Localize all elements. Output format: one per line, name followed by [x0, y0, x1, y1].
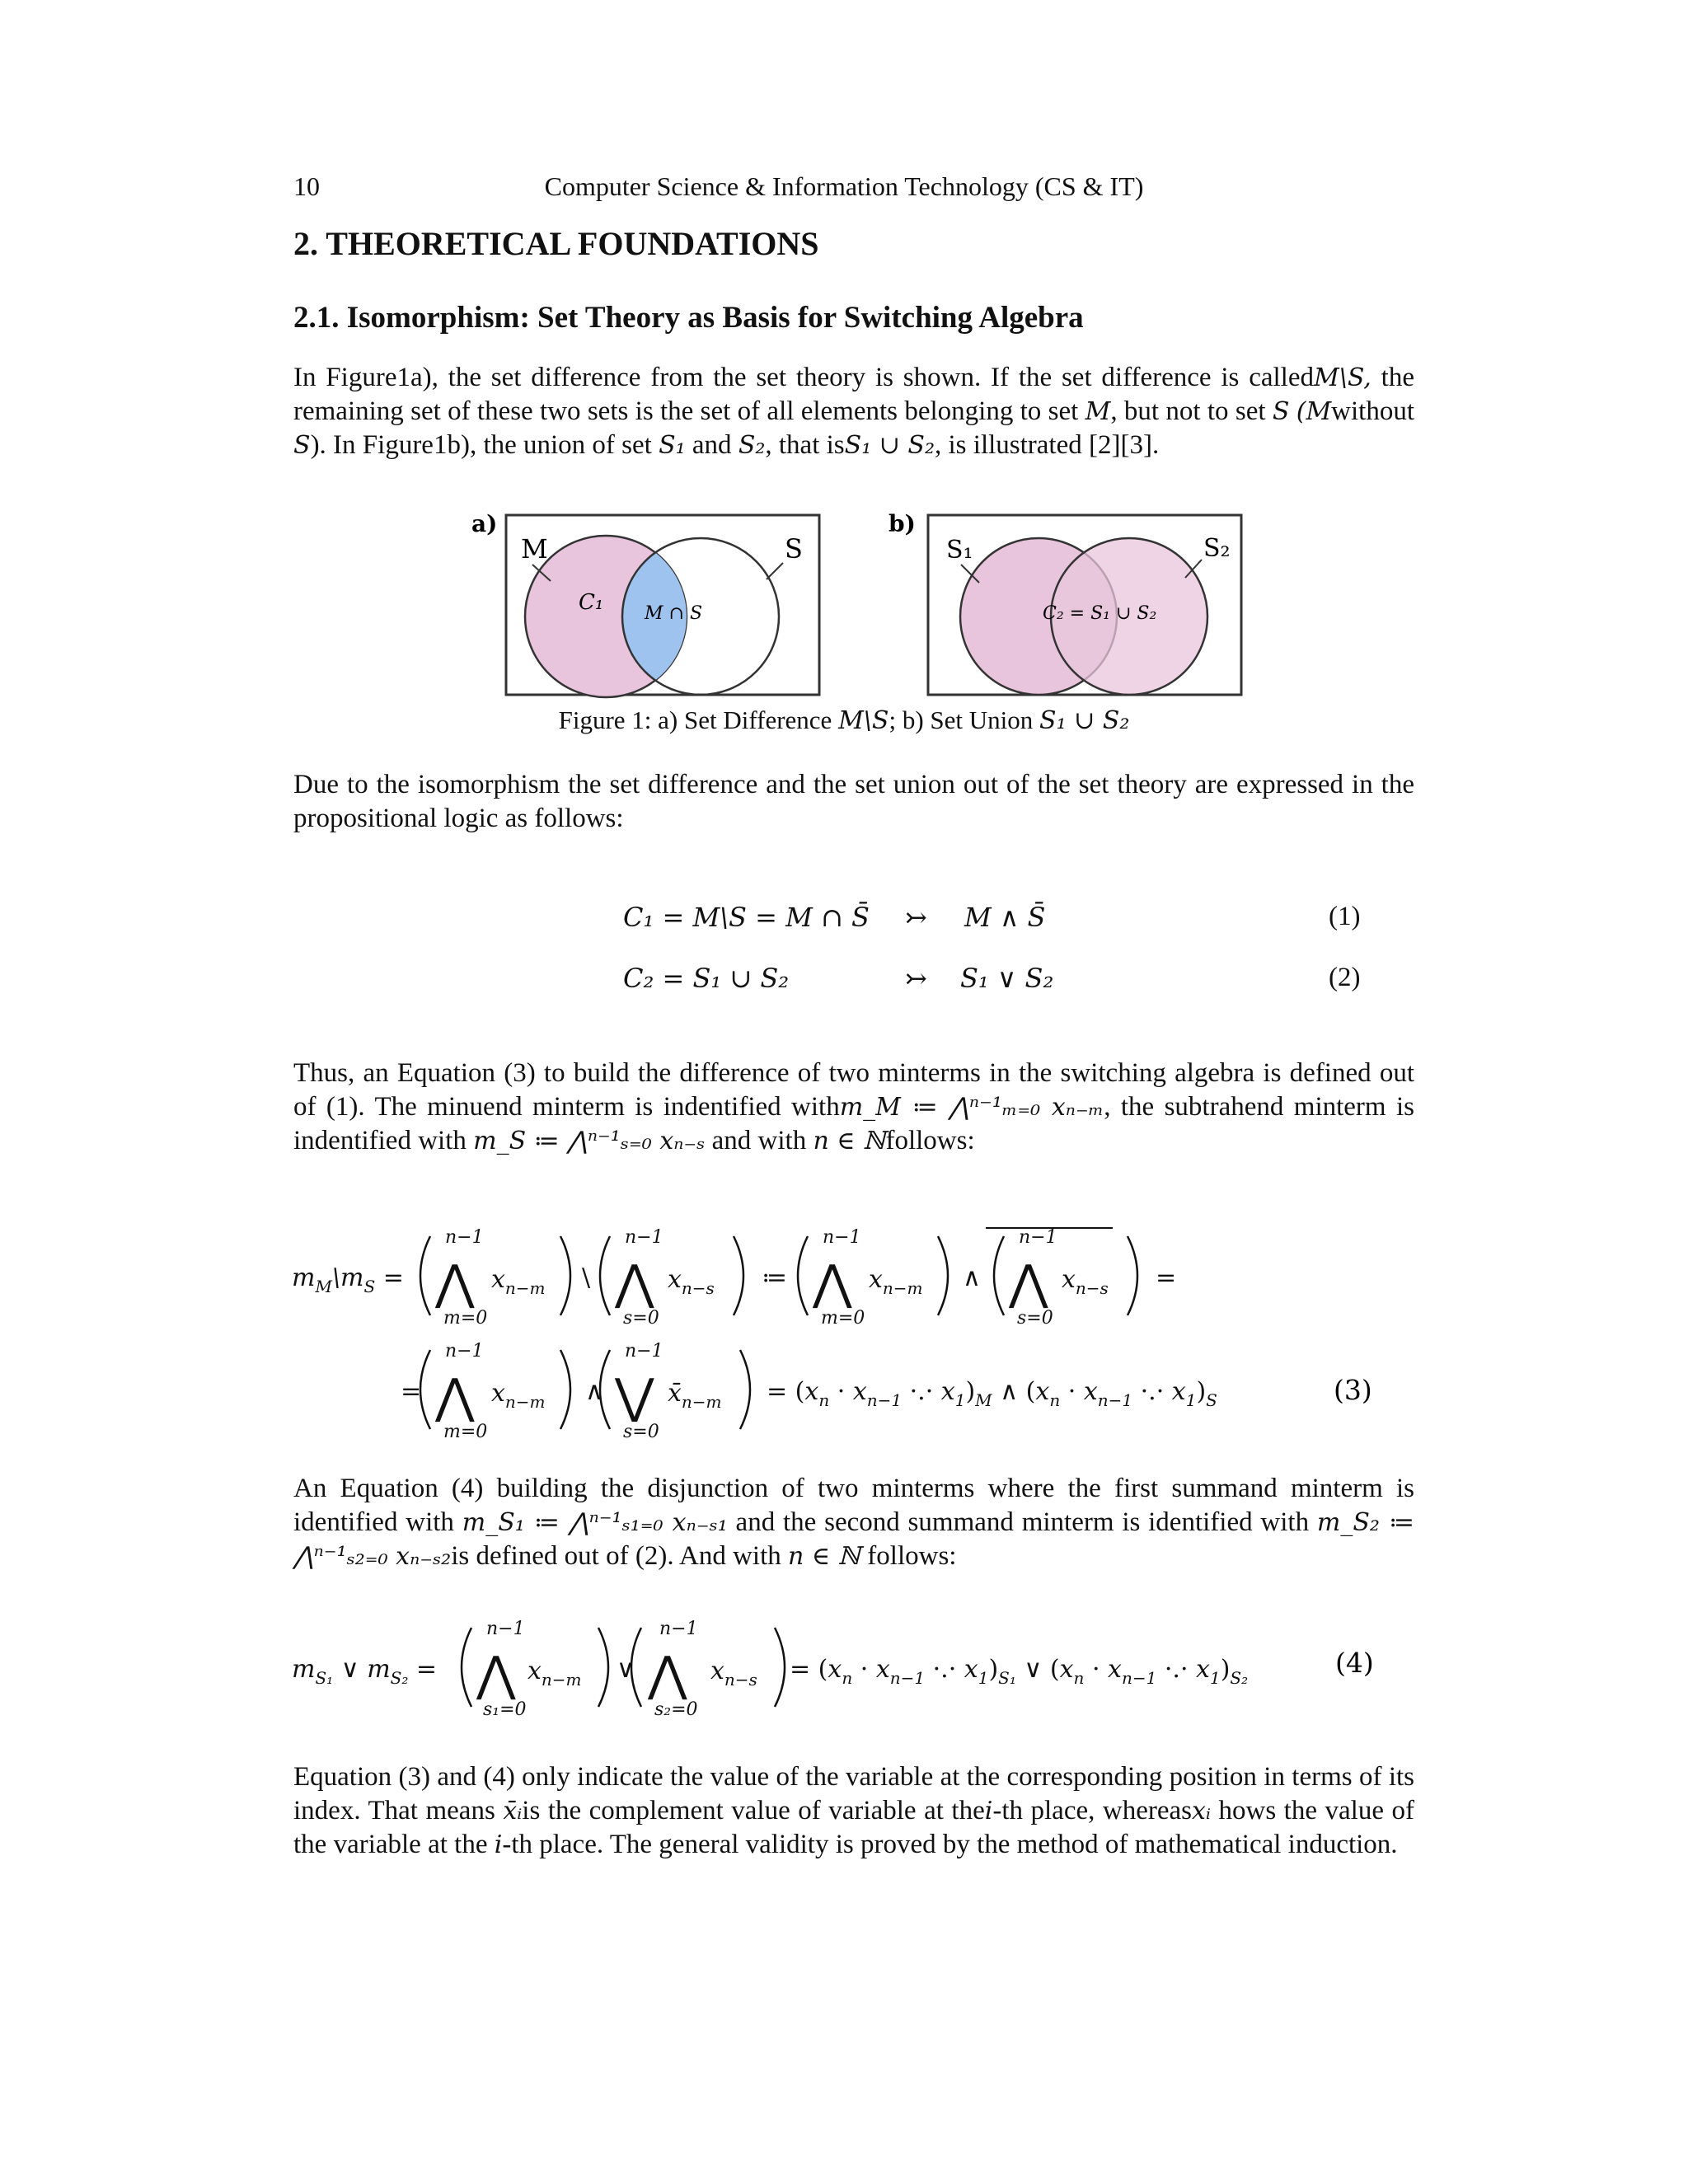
svg-text:xn−s: $x_{n-s}$	[710, 1657, 757, 1690]
svg-text:xn−m: $x_{n-m}$	[491, 1265, 546, 1298]
svg-text:n−1: n−1	[486, 1619, 525, 1639]
union-label: C₂ = S₁ ∪ S₂	[1043, 603, 1157, 624]
svg-text:n−1: n−1	[625, 1341, 663, 1361]
eq1-arrow: ↣	[905, 902, 927, 933]
svg-text:⋀: ⋀	[615, 1254, 654, 1310]
svg-text:=: =	[401, 1377, 422, 1406]
svg-text:⋀: ⋀	[813, 1254, 852, 1310]
svg-text:n−1: n−1	[625, 1227, 663, 1248]
svg-text:≔: ≔	[762, 1263, 787, 1292]
svg-text:∨: ∨	[617, 1655, 635, 1684]
svg-text:n−1: n−1	[1019, 1227, 1057, 1248]
svg-text:=: =	[1156, 1263, 1177, 1292]
svg-text:⋀: ⋀	[1009, 1254, 1048, 1310]
paragraph-isomorphism: Due to the isomorphism the set difference and the set union out of the set theory are expressed in the propositional logic as follows:	[293, 770, 1414, 833]
equation-4	[288, 1611, 1409, 1735]
eq1-lhs: C₁ = M\S = M ∩ S̄	[623, 902, 870, 933]
svg-text:s=0: s=0	[1017, 1308, 1053, 1329]
svg-text:s₂=0: s₂=0	[654, 1699, 698, 1720]
paragraph-minterm-disjunction: An Equation (4) building the disjunction of two minterms where the first summand minterm is identified with m_S₁ ≔ ⋀ⁿ⁻¹ₛ₁₌₀ xₙ₋ₛ₁ and the second summand minterm is identified with m_S₂ ≔ ⋀ⁿ⁻¹ₛ₂₌₀ xₙ₋ₛ₂is defined out of (2). And with n ∈ ℕ follows:	[293, 1474, 1414, 1571]
panel-b-label: b)	[889, 510, 916, 537]
eq3-number: (3)	[1334, 1374, 1372, 1406]
subsection-title: 2.1. Isomorphism: Set Theory as Basis for Switching Algebra	[293, 301, 1084, 335]
svg-text:xn−m: $x_{n-m}$	[528, 1657, 582, 1690]
running-header: Computer Science & Information Technology (CS & IT)	[544, 171, 1144, 201]
svg-text:m=0: m=0	[443, 1308, 488, 1329]
eq1-rhs: M ∧ S̄	[964, 902, 1046, 933]
svg-text:xn−m: $x_{n-m}$	[869, 1265, 923, 1298]
svg-text:xn−s: $x_{n-s}$	[668, 1265, 715, 1298]
svg-text:n−1: n−1	[659, 1619, 698, 1639]
paragraph-intro: In Figure1a), the set difference from the set theory is shown. If the set difference is calledM\S, the remaining set of these two sets is the set of all elements belonging to set M, but not to set S (Mwithout S). In Figure1b), the union of set S₁ and S₂, that isS₁ ∪ S₂, is illustrated [2][3].	[293, 363, 1415, 460]
svg-text:⋀: ⋀	[435, 1368, 475, 1424]
svg-text:∧: ∧	[963, 1263, 981, 1292]
page-number: 10	[293, 171, 320, 201]
set-s1-label: S₁	[946, 536, 973, 565]
svg-text:⋀: ⋀	[435, 1254, 475, 1310]
section-title: 2. THEORETICAL FOUNDATIONS	[293, 225, 819, 262]
svg-text:xn−s: $x_{n-s}$	[1062, 1265, 1109, 1298]
svg-text:⋀: ⋀	[476, 1646, 516, 1702]
panel-a-label: a)	[471, 510, 498, 537]
set-s-label: S	[785, 533, 803, 565]
svg-text:s=0: s=0	[623, 1422, 659, 1442]
eq1-number: (1)	[1329, 902, 1361, 931]
svg-text:m=0: m=0	[443, 1422, 488, 1442]
eq2-number: (2)	[1329, 963, 1361, 992]
c1-label: C₁	[579, 590, 604, 615]
eq2-lhs: C₂ = S₁ ∪ S₂	[623, 963, 790, 994]
svg-text:s=0: s=0	[623, 1308, 659, 1329]
svg-text:s₁=0: s₁=0	[483, 1699, 527, 1720]
svg-text:x̄n−m: $x̄_{n-m}$	[668, 1379, 722, 1412]
svg-text:mS₁ ∨ mS₂ =: $m_{S_1}$ ∨ $m_{S_2}$ =	[292, 1655, 438, 1688]
venn-figure	[462, 507, 1253, 701]
svg-text:⋀: ⋀	[648, 1646, 687, 1702]
svg-text:\: \	[582, 1263, 591, 1292]
eq2-rhs: S₁ ∨ S₂	[960, 963, 1054, 994]
set-m-label: M	[521, 533, 548, 565]
intersection-label: M ∩ S	[645, 603, 703, 624]
svg-text:xn−m: $x_{n-m}$	[491, 1379, 546, 1412]
equation-3	[288, 1220, 1401, 1442]
paragraph-conclusion: Equation (3) and (4) only indicate the value of the variable at the corresponding position in terms of its index. That means x̄ᵢis the complement value of variable at thei-th place, whereasxᵢ hows the value of the variable at the i-th place. The general validity is proved by the method of mathematical induction.	[293, 1762, 1414, 1859]
set-s2-label: S₂	[1203, 534, 1231, 563]
svg-text:m=0: m=0	[821, 1308, 865, 1329]
eq2-arrow: ↣	[905, 963, 927, 994]
svg-text:n−1: n−1	[823, 1227, 861, 1248]
eq4-number: (4)	[1335, 1647, 1374, 1679]
paragraph-minterm-difference: Thus, an Equation (3) to build the difference of two minterms in the switching algebra is defined out of (1). The minuend minterm is indentified withm_M ≔ ⋀ⁿ⁻¹ₘ₌₀ xₙ₋ₘ, the subtrahend minterm is indentified with m_S ≔ ⋀ⁿ⁻¹ₛ₌₀ xₙ₋ₛ and with n ∈ ℕfollows:	[293, 1058, 1415, 1155]
svg-text:n−1: n−1	[445, 1227, 484, 1248]
svg-text:= (xn · xn−1 ·.· x1)S₁ ∨ (xn ·: = ($x_n \cdot x_{n-1}$ ·.· $x_1)_{S_1}$ ∨ ($x_n \cdot x_{n-1}$ ·.· $x_1)_{S_2}$	[790, 1655, 1249, 1688]
svg-text:∧: ∧	[585, 1377, 603, 1406]
svg-text:= (xn · xn−1 ·.· x1)M ∧ (xn ·: = ($x_n \cdot x_{n-1}$ ·.· $x_1)_M$ ∧ ($x_n \cdot x_{n-1}$ ·.· $x_1)_S$	[767, 1377, 1217, 1410]
svg-text:⋁: ⋁	[615, 1368, 654, 1424]
svg-text:mM\mS =: $m_M\backslash m_S$ =	[292, 1263, 404, 1296]
svg-text:n−1: n−1	[445, 1341, 484, 1361]
figure-caption: Figure 1: a) Set Difference M\S; b) Set Union S₁ ∪ S₂	[558, 705, 1130, 735]
